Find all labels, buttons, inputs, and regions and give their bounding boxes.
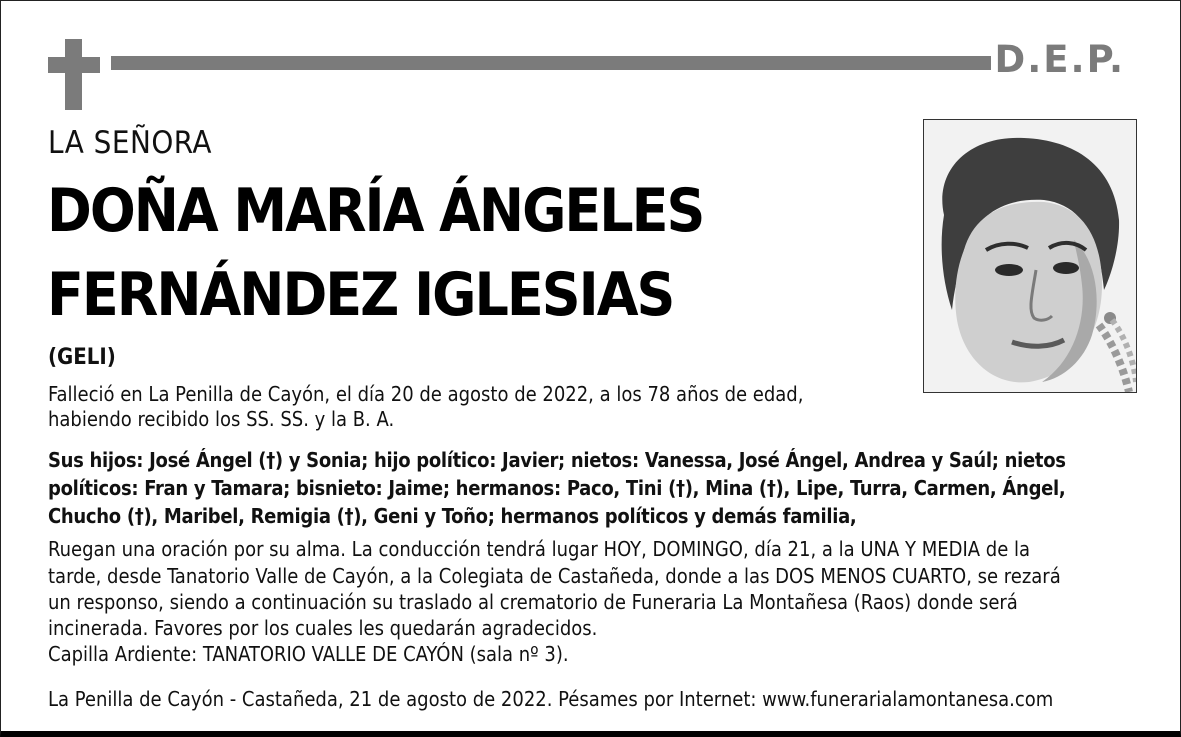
- death-notice-line: Falleció en La Penilla de Cayón, el día 20 de agosto de 2022, a los 78 años de edad,: [48, 382, 804, 406]
- ceremony-line: Capilla Ardiente: TANATORIO VALLE DE CAYÓN (sala nº 3).: [48, 642, 569, 666]
- portrait-photo: [923, 119, 1137, 393]
- family-line: Chucho (†), Maribel, Remigia (†), Geni y Toño; hermanos políticos y demás familia,: [48, 504, 857, 528]
- header-rule: [111, 56, 991, 70]
- ceremony-line: incinerada. Favores por los cuales les quedarán agradecidos.: [48, 616, 598, 640]
- ceremony-line: tarde, desde Tanatorio Valle de Cayón, a la Colegiata de Castañeda, donde a las DOS MENOS CUARTO, se rezará: [48, 564, 1061, 588]
- family-line: políticos: Fran y Tamara; bisnieto: Jaime; hermanos: Paco, Tini (†), Mina (†), Lipe, Turra, Carmen, Ángel,: [48, 476, 1066, 500]
- name-line: FERNÁNDEZ IGLESIAS: [47, 260, 674, 330]
- portrait-image: [924, 120, 1136, 392]
- ceremony-line: un responso, siendo a continuación su traslado al crematorio de Funeraria La Montañesa (Raos) donde será: [48, 590, 1018, 614]
- honorific: LA SEÑORA: [48, 125, 212, 161]
- nickname: (GELI): [48, 345, 116, 370]
- family-line: Sus hijos: José Ángel (†) y Sonia; hijo político: Javier; nietos: Vanessa, José Ángel, Andrea y Saúl; nietos: [48, 448, 1066, 472]
- ceremony-line: Ruegan una oración por su alma. La conducción tendrá lugar HOY, DOMINGO, día 21, a la UNA Y MEDIA de la: [48, 537, 1031, 561]
- footer-line: La Penilla de Cayón - Castañeda, 21 de agosto de 2022. Pésames por Internet: www.funerarialamontanesa.com: [48, 687, 1054, 711]
- cross-icon: [48, 39, 100, 110]
- death-notice-line: habiendo recibido los SS. SS. y la B. A.: [48, 407, 395, 431]
- name-line: DOÑA MARÍA ÁNGELES: [47, 176, 704, 246]
- dep-label: D.E.P.: [994, 38, 1125, 81]
- deceased-name: [47, 169, 703, 337]
